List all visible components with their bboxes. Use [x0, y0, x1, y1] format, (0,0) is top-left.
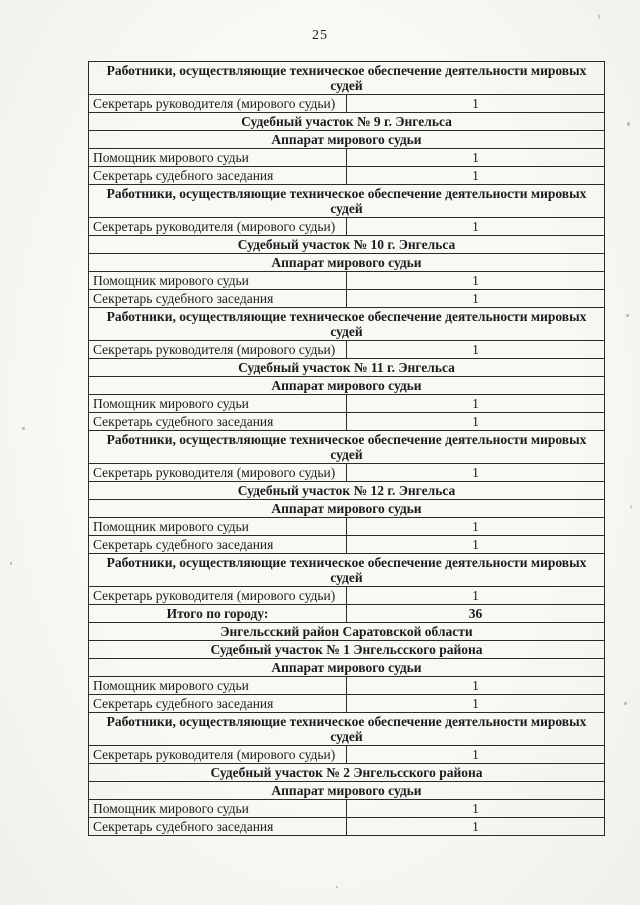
count-value-cell: 1: [347, 167, 605, 185]
scan-speck: [598, 14, 600, 19]
count-value-cell: 1: [347, 272, 605, 290]
table-row: [89, 236, 605, 254]
table-row: [89, 218, 605, 236]
position-label-cell: Секретарь судебного заседания: [89, 536, 347, 554]
position-label-cell: Помощник мирового судьи: [89, 149, 347, 167]
position-label-cell: Секретарь судебного заседания: [89, 290, 347, 308]
total-count-cell: 36: [347, 605, 605, 623]
table-row: [89, 464, 605, 482]
scan-speck: [627, 122, 630, 126]
position-label-cell: Помощник мирового судьи: [89, 395, 347, 413]
position-label-cell: Секретарь судебного заседания: [89, 818, 347, 836]
count-value-cell: 1: [347, 413, 605, 431]
table-row: [89, 413, 605, 431]
table-row: [89, 167, 605, 185]
table-row: [89, 536, 605, 554]
position-label-cell: Помощник мирового судьи: [89, 800, 347, 818]
scan-speck: [336, 886, 338, 888]
table-row: [89, 659, 605, 677]
section-header-cell: Аппарат мирового судьи: [89, 782, 605, 800]
count-value-cell: 1: [347, 395, 605, 413]
section-header-cell: Аппарат мирового судьи: [89, 659, 605, 677]
section-header-cell: Судебный участок № 9 г. Энгельса: [89, 113, 605, 131]
table-row: [89, 800, 605, 818]
table-row: [89, 377, 605, 395]
table-row: [89, 290, 605, 308]
section-header-cell: Судебный участок № 12 г. Энгельса: [89, 482, 605, 500]
table-row: [89, 518, 605, 536]
section-header-cell: Работники, осуществляющие техническое обеспечение деятельности мировых судей: [89, 185, 605, 218]
table-row: [89, 62, 605, 95]
total-label-cell: Итого по городу:: [89, 605, 347, 623]
section-header-cell: Судебный участок № 1 Энгельсского района: [89, 641, 605, 659]
count-value-cell: 1: [347, 800, 605, 818]
count-value-cell: 1: [347, 95, 605, 113]
page-number: 25: [312, 28, 328, 43]
table-row: [89, 308, 605, 341]
count-value-cell: 1: [347, 341, 605, 359]
table-row: [89, 677, 605, 695]
position-label-cell: Помощник мирового судьи: [89, 272, 347, 290]
table-row: [89, 254, 605, 272]
table-row: [89, 695, 605, 713]
table-row: [89, 641, 605, 659]
table-row: [89, 431, 605, 464]
section-header-cell: Работники, осуществляющие техническое обеспечение деятельности мировых судей: [89, 554, 605, 587]
table-row: [89, 554, 605, 587]
table-row: [89, 623, 605, 641]
staffing-table-body: [89, 62, 605, 836]
count-value-cell: 1: [347, 587, 605, 605]
count-value-cell: 1: [347, 464, 605, 482]
section-header-cell: Работники, осуществляющие техническое обеспечение деятельности мировых судей: [89, 308, 605, 341]
table-row: [89, 272, 605, 290]
position-label-cell: Помощник мирового судьи: [89, 677, 347, 695]
staffing-table: [88, 61, 605, 836]
section-header-cell: Аппарат мирового судьи: [89, 500, 605, 518]
position-label-cell: Секретарь руководителя (мирового судьи): [89, 746, 347, 764]
count-value-cell: 1: [347, 536, 605, 554]
count-value-cell: 1: [347, 677, 605, 695]
table-row: [89, 782, 605, 800]
table-row: [89, 482, 605, 500]
position-label-cell: Помощник мирового судьи: [89, 518, 347, 536]
table-row: [89, 746, 605, 764]
position-label-cell: Секретарь руководителя (мирового судьи): [89, 587, 347, 605]
section-header-cell: Работники, осуществляющие техническое обеспечение деятельности мировых судей: [89, 713, 605, 746]
scan-speck: [22, 427, 25, 430]
position-label-cell: Секретарь судебного заседания: [89, 695, 347, 713]
table-row: [89, 95, 605, 113]
table-row: [89, 395, 605, 413]
count-value-cell: 1: [347, 518, 605, 536]
section-header-cell: Энгельсский район Саратовской области: [89, 623, 605, 641]
scan-speck: [10, 562, 12, 565]
position-label-cell: Секретарь руководителя (мирового судьи): [89, 341, 347, 359]
table-row: [89, 341, 605, 359]
table-row: [89, 713, 605, 746]
position-label-cell: Секретарь руководителя (мирового судьи): [89, 464, 347, 482]
table-row: [89, 185, 605, 218]
section-header-cell: Работники, осуществляющие техническое обеспечение деятельности мировых судей: [89, 62, 605, 95]
scan-speck: [630, 505, 632, 509]
table-row: [89, 113, 605, 131]
table-row: [89, 131, 605, 149]
table-row: [89, 359, 605, 377]
table-row: [89, 764, 605, 782]
table-row: [89, 500, 605, 518]
table-row: [89, 587, 605, 605]
position-label-cell: Секретарь судебного заседания: [89, 167, 347, 185]
section-header-cell: Судебный участок № 2 Энгельсского района: [89, 764, 605, 782]
table-row: [89, 605, 605, 623]
section-header-cell: Аппарат мирового судьи: [89, 377, 605, 395]
count-value-cell: 1: [347, 149, 605, 167]
scan-speck: [626, 314, 629, 317]
position-label-cell: Секретарь судебного заседания: [89, 413, 347, 431]
count-value-cell: 1: [347, 290, 605, 308]
scan-speck: [624, 702, 627, 705]
section-header-cell: Судебный участок № 11 г. Энгельса: [89, 359, 605, 377]
table-row: [89, 818, 605, 836]
position-label-cell: Секретарь руководителя (мирового судьи): [89, 218, 347, 236]
count-value-cell: 1: [347, 695, 605, 713]
count-value-cell: 1: [347, 218, 605, 236]
count-value-cell: 1: [347, 746, 605, 764]
section-header-cell: Работники, осуществляющие техническое обеспечение деятельности мировых судей: [89, 431, 605, 464]
section-header-cell: Аппарат мирового судьи: [89, 254, 605, 272]
position-label-cell: Секретарь руководителя (мирового судьи): [89, 95, 347, 113]
section-header-cell: Аппарат мирового судьи: [89, 131, 605, 149]
count-value-cell: 1: [347, 818, 605, 836]
table-row: [89, 149, 605, 167]
section-header-cell: Судебный участок № 10 г. Энгельса: [89, 236, 605, 254]
